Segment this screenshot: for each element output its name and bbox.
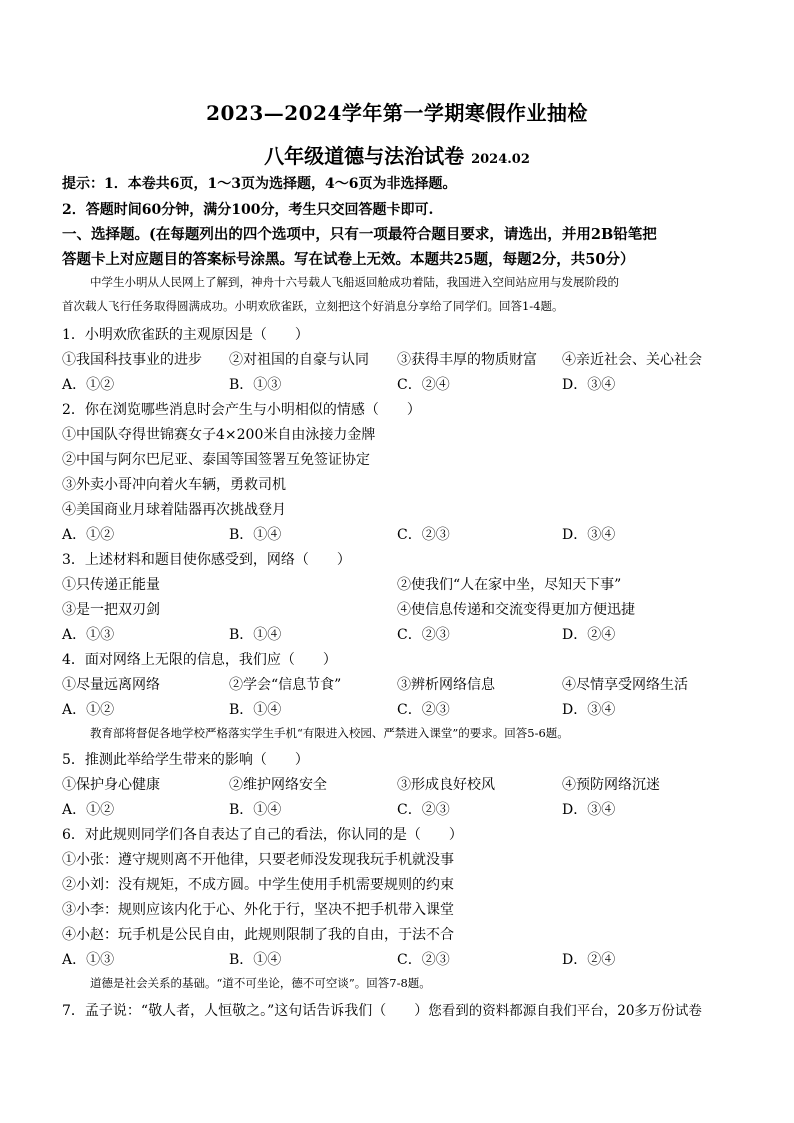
question-4-option-b: B．①④: [229, 702, 282, 718]
question-1-item-4: ④亲近社会、关心社会: [562, 352, 702, 368]
question-3-item-1: ①只传递正能量: [62, 577, 160, 593]
question-1-option-a: A．①②: [62, 377, 115, 393]
question-6-item-3: ③小李：规则应该内化于心、外化于行，坚决不把手机带入课堂: [62, 902, 454, 918]
question-4-stem: 4．面对网络上无限的信息，我们应（ ）: [62, 652, 337, 668]
question-2-stem: 2．你在浏览哪些消息时会产生与小明相似的情感（ ）: [62, 402, 421, 418]
exam-title: 2023—2024学年第一学期寒假作业抽检: [206, 101, 588, 125]
footer-watermark-text: 您看到的资料都源自我们平台，20多万份试卷: [428, 1003, 702, 1019]
question-3-option-c: C．②③: [397, 627, 450, 643]
question-3-option-d: D．②④: [562, 627, 616, 643]
question-5-item-2: ②维护网络安全: [229, 777, 327, 793]
question-7-line: [62, 999, 702, 1020]
question-6-option-a: A．①③: [62, 952, 115, 968]
question-4-item-3: ③辨析网络信息: [397, 677, 495, 693]
material-2-line-1: 教育部将督促各地学校严格落实学生手机“有限进入校园、严禁进入课堂”的要求。回答5-6题。: [90, 726, 569, 740]
subject-title: 八年级道德与法治试卷: [264, 144, 465, 168]
section-1-instructions-line-1: 一、选择题。(在每题列出的四个选项中，只有一项最符合题目要求，请选出，并用2B铅笔把: [62, 226, 657, 243]
question-4-item-2: ②学会“信息节食”: [229, 677, 342, 693]
question-1-item-1: ①我国科技事业的进步: [62, 352, 202, 368]
section-1-instructions-line-2: 答题卡上对应题目的答案标号涂黑。写在试卷上无效。本题共25题，每题2分，共50分）: [62, 251, 635, 268]
question-2-option-a: A．①②: [62, 527, 115, 543]
question-6-stem: 6．对此规则同学们各自表达了自己的看法，你认同的是（ ）: [62, 827, 463, 843]
question-5-option-c: C．②③: [397, 802, 450, 818]
question-3-item-2: ②使我们“人在家中坐，尽知天下事”: [397, 577, 622, 593]
question-2-option-d: D．③④: [562, 527, 616, 543]
question-6-option-b: B．①④: [229, 952, 282, 968]
question-1-item-3: ③获得丰厚的物质财富: [397, 352, 537, 368]
question-5-option-a: A．①②: [62, 802, 115, 818]
question-5-item-4: ④预防网络沉迷: [562, 777, 660, 793]
question-4-option-d: D．③④: [562, 702, 616, 718]
question-1-item-2: ②对祖国的自豪与认同: [229, 352, 369, 368]
question-3-stem: 3．上述材料和题目使你感受到，网络（ ）: [62, 552, 351, 568]
question-6-item-1: ①小张：遵守规则离不开他律，只要老师没发现我玩手机就没事: [62, 852, 454, 868]
material-3-line-1: 道德是社会关系的基础。“道不可坐论，德不可空谈”。回答7-8题。: [90, 976, 431, 990]
question-4-option-a: A．①②: [62, 702, 115, 718]
question-4-item-1: ①尽量远离网络: [62, 677, 160, 693]
question-3-item-3: ③是一把双刃剑: [62, 602, 160, 618]
note-line-1: 提示：1．本卷共6页，1～3页为选择题，4～6页为非选择题。: [62, 176, 457, 192]
question-5-stem: 5．推测此举给学生带来的影响（ ）: [62, 752, 309, 768]
question-5-item-3: ③形成良好校风: [397, 777, 495, 793]
question-3-option-a: A．①③: [62, 627, 115, 643]
question-4-item-4: ④尽情享受网络生活: [562, 677, 688, 693]
question-5-option-d: D．③④: [562, 802, 616, 818]
exam-subtitle: [0, 140, 794, 169]
question-6-option-d: D．②④: [562, 952, 616, 968]
question-1-stem: 1．小明欢欣雀跃的主观原因是（ ）: [62, 327, 309, 343]
question-6-item-2: ②小刘：没有规矩，不成方圆。中学生使用手机需要规则的约束: [62, 877, 454, 893]
material-1-line-1: 中学生小明从人民网上了解到，神舟十六号载人飞船返回舱成功着陆，我国进入空间站应用与发展阶段的: [90, 275, 619, 289]
question-7-stem: 7．孟子说：“敬人者，人恒敬之。”这句话告诉我们（ ）: [62, 1003, 429, 1019]
question-5-item-1: ①保护身心健康: [62, 777, 160, 793]
question-2-item-4: ④美国商业月球着陆器再次挑战登月: [62, 502, 286, 518]
question-4-option-c: C．②③: [397, 702, 450, 718]
note-line-2: 2．答题时间60分钟，满分100分，考生只交回答题卡即可.: [62, 202, 434, 218]
question-1-option-b: B．①③: [229, 377, 282, 393]
question-6-item-4: ④小赵：玩手机是公民自由，此规则限制了我的自由，于法不合: [62, 927, 454, 943]
question-2-item-2: ②中国与阿尔巴尼亚、泰国等国签署互免签证协定: [62, 452, 370, 468]
question-6-option-c: C．②③: [397, 952, 450, 968]
exam-date: 2024.02: [471, 152, 530, 167]
question-2-item-3: ③外卖小哥冲向着火车辆，勇救司机: [62, 477, 286, 493]
question-2-option-c: C．②③: [397, 527, 450, 543]
question-3-option-b: B．①④: [229, 627, 282, 643]
question-2-item-1: ①中国队夺得世锦赛女子4×200米自由泳接力金牌: [62, 427, 376, 443]
question-1-option-d: D．③④: [562, 377, 616, 393]
question-3-item-4: ④使信息传递和交流变得更加方便迅捷: [397, 602, 635, 618]
question-2-option-b: B．①④: [229, 527, 282, 543]
material-1-line-2: 首次载人飞行任务取得圆满成功。小明欢欣雀跃，立刻把这个好消息分享给了同学们。回答1-4题。: [62, 299, 564, 313]
question-5-option-b: B．①④: [229, 802, 282, 818]
question-1-option-c: C．②④: [397, 377, 450, 393]
